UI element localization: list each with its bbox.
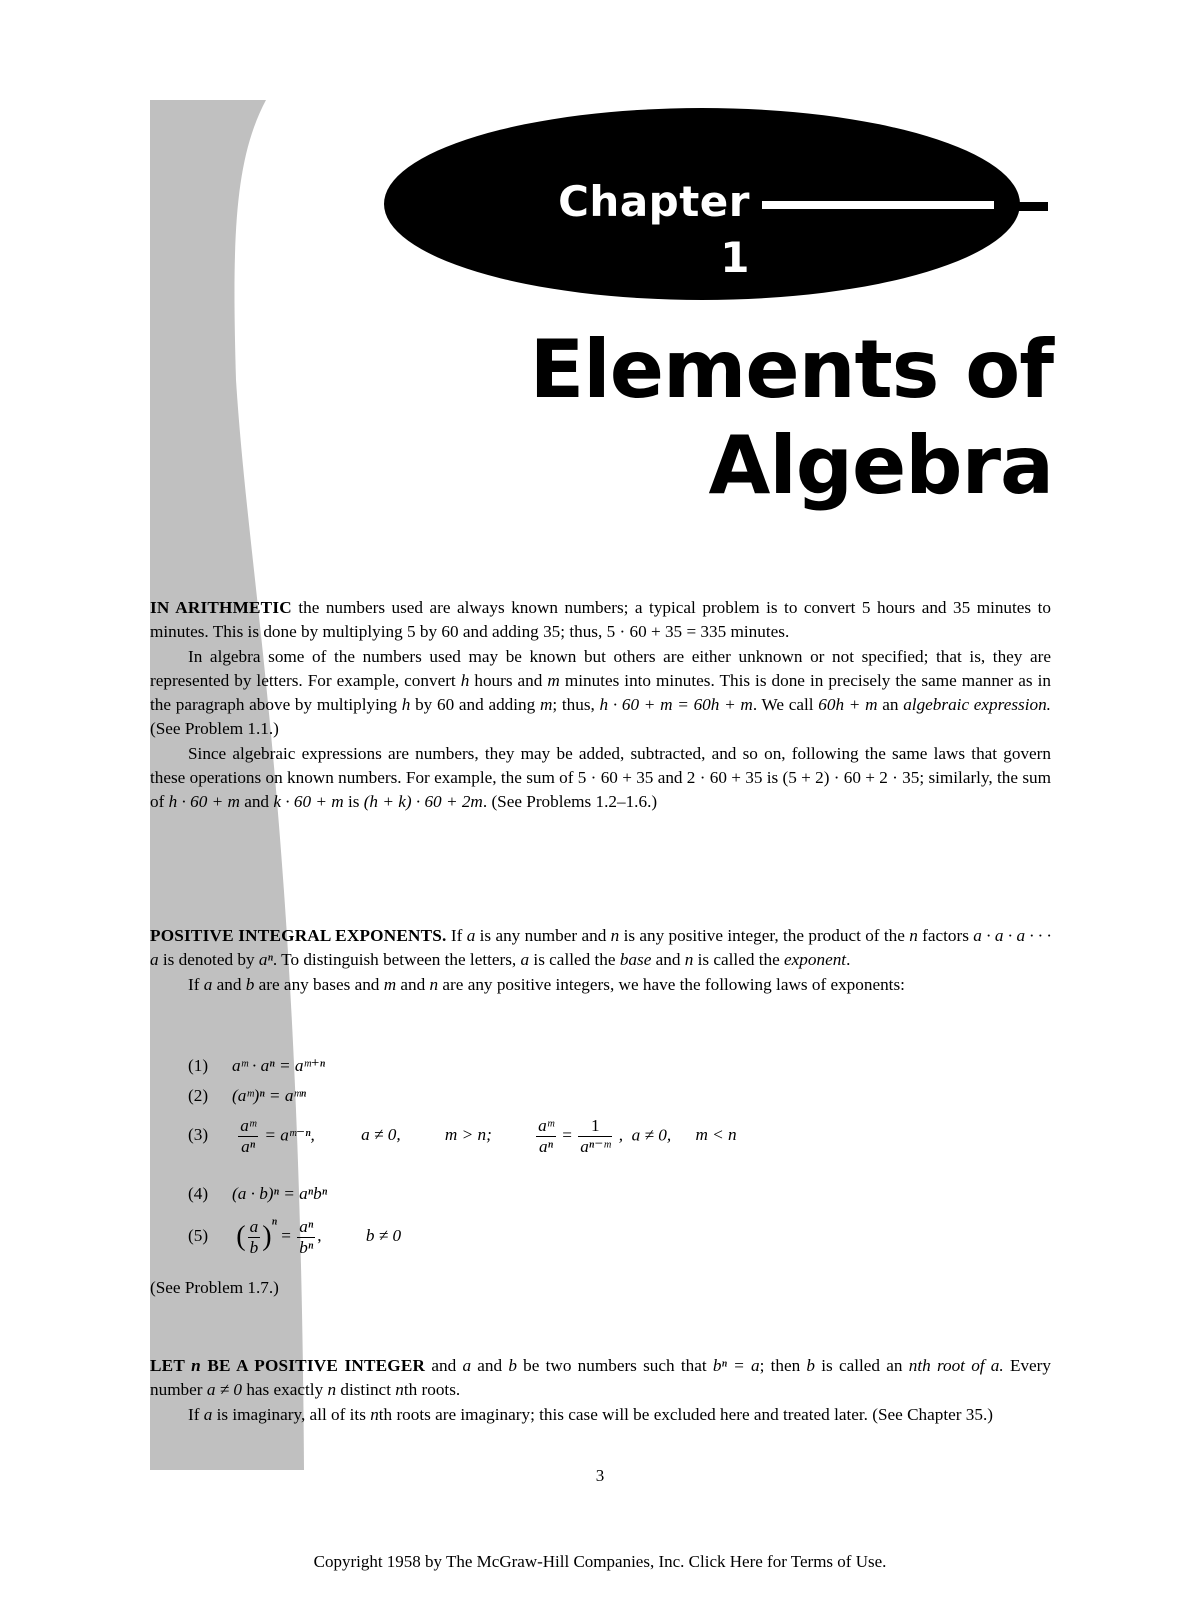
var-m: m [383, 974, 397, 994]
numerator: aⁿ [299, 1216, 314, 1236]
paragraph-algebra [150, 645, 1051, 742]
chapter-rule-white [762, 201, 994, 209]
text: and [425, 1356, 463, 1375]
text: is called an [815, 1356, 909, 1375]
var-h: h [460, 670, 470, 690]
law-expression: (aᵐ)ⁿ = aᵐⁿ [232, 1086, 306, 1105]
law-number: (1) [188, 1056, 209, 1075]
text: minutes into minutes. This is done in precisely the same manner as in the paragraph above by multiplying [150, 670, 1052, 715]
text: are any positive integers, we have the following laws of exponents: [438, 974, 905, 994]
law-number: (3) [188, 1125, 209, 1145]
equation: bⁿ = a [712, 1356, 760, 1375]
text: and [212, 974, 246, 994]
text: th roots. [403, 1380, 461, 1400]
condition: m < n [695, 1125, 737, 1145]
var-a: a [466, 926, 476, 945]
cross-reference: . (See Problems 1.2–1.6.) [482, 792, 658, 812]
text: Every number [150, 1356, 1051, 1400]
text: hours and [469, 670, 548, 690]
chapter-title: Elements of Algebra [529, 323, 1053, 512]
term-root: root of a. [936, 1356, 1004, 1375]
text: is [343, 792, 364, 812]
denominator: bⁿ [299, 1237, 314, 1257]
text: has exactly [242, 1380, 328, 1400]
comma: , [317, 1226, 322, 1245]
var-a: a [520, 950, 530, 970]
law-expression: (a · b)ⁿ = aⁿbⁿ [232, 1184, 328, 1203]
section-heading: POSITIVE INTEGRAL EXPONENTS. [150, 926, 447, 945]
var-n: n [684, 950, 694, 970]
terms-text: for Terms of Use. [767, 1552, 887, 1571]
text: ; thus, [552, 695, 600, 715]
text: Since algebraic expressions are numbers, they may be added, subtracted, and so on, following the same laws that govern these operations on known numbers. For example, the sum of 5 · 60 + 35 and 2 · 60 + 35 is (5 + 2) · 60 + 2 · 35; similarly, the sum of [150, 743, 1051, 812]
fraction [578, 1116, 612, 1157]
var-m: m [539, 695, 553, 715]
var-n: n [370, 1404, 379, 1424]
var-a: a [203, 1404, 213, 1424]
text: are any bases and [254, 974, 384, 994]
text: th roots are imaginary; this case will be excluded here and treated later. (See Chapter 35.) [378, 1404, 993, 1424]
law-expression: aᵐ · aⁿ = aᵐ⁺ⁿ [232, 1056, 326, 1075]
paragraph-laws-intro [150, 973, 1051, 997]
text: is called the [529, 950, 620, 970]
expression: k · 60 + m [273, 792, 344, 812]
click-text: Click [688, 1552, 726, 1571]
lead-in: BE A POSITIVE INTEGER [200, 1356, 426, 1375]
right-paren: ) [262, 1221, 272, 1253]
var-a: a [462, 1356, 472, 1375]
text: If [188, 1404, 204, 1424]
numerator: a [249, 1216, 259, 1236]
text: . To distinguish between the letters, [272, 950, 521, 970]
cross-reference: (See Problem 1.1.) [150, 719, 279, 739]
denominator: b [249, 1237, 259, 1257]
denominator: aⁿ⁻ᵐ [580, 1137, 611, 1156]
var-n: n [191, 1356, 201, 1375]
text: . We call [752, 695, 819, 715]
law-number: (4) [188, 1184, 209, 1203]
var-n: n [327, 1380, 337, 1400]
law-expression: = aᵐ⁻ⁿ, [264, 1125, 315, 1145]
paragraph-roots-imaginary [150, 1403, 1051, 1427]
term-exponent: exponent [784, 950, 847, 970]
section-arithmetic [150, 596, 1051, 815]
text: If [446, 926, 467, 945]
text: and [396, 974, 430, 994]
condition: a ≠ 0, [361, 1125, 401, 1145]
law-3 [188, 1116, 737, 1156]
paragraph-roots-def [150, 1354, 1051, 1403]
var-n: n [909, 926, 918, 945]
text: and [471, 1356, 509, 1375]
text: is called the [693, 950, 785, 970]
var-b: b [245, 974, 255, 994]
expression: 60h + m [818, 695, 878, 715]
expression: h · 60 + m [168, 792, 240, 812]
chapter-label: Chapter 1 [558, 177, 750, 282]
condition: m > n; [444, 1125, 492, 1145]
copyright-footer [0, 1552, 1200, 1572]
text: is denoted by [158, 950, 259, 970]
var-n: n [908, 1356, 918, 1375]
text: factors [917, 926, 974, 945]
power: aⁿ [258, 950, 273, 970]
left-paren: ( [236, 1221, 246, 1253]
numerator: aᵐ [538, 1116, 554, 1135]
expression: (h + k) · 60 + 2m [363, 792, 483, 812]
var-h: h [401, 695, 411, 715]
law-5 [188, 1214, 402, 1257]
var-b: b [806, 1356, 816, 1375]
var-n: n [610, 926, 620, 945]
power-n: ⁿ [271, 1214, 277, 1233]
section-exponents [150, 924, 1051, 997]
numerator: 1 [578, 1116, 612, 1137]
term: th [917, 1356, 937, 1375]
text: . [846, 950, 851, 970]
text: and [651, 950, 685, 970]
fraction [248, 1217, 261, 1258]
law-number: (2) [188, 1086, 209, 1105]
lead-in: IN ARITHMETIC [150, 598, 292, 617]
equation: h · 60 + m = 60h + m [599, 695, 753, 715]
paragraph-exponents-def [150, 924, 1051, 973]
text: and [239, 792, 274, 812]
paragraph-operations [150, 742, 1051, 815]
condition: b ≠ 0 [365, 1226, 402, 1245]
fraction [536, 1116, 556, 1157]
var-a: a [203, 974, 213, 994]
cross-reference: (See Problem 1.7.) [150, 1278, 279, 1297]
fraction [297, 1217, 315, 1258]
var-m: m [547, 670, 560, 690]
denominator: aⁿ [241, 1137, 256, 1156]
var-n: n [429, 974, 439, 994]
equals-sign: = [281, 1226, 291, 1245]
text: by 60 and adding [410, 695, 540, 715]
lead-in: LET [150, 1356, 192, 1375]
text: ; then [759, 1356, 807, 1375]
numerator: aᵐ [240, 1116, 257, 1135]
text: the numbers used are always known numbers; a typical problem is to convert 5 hours and 35 minutes to minutes. This is done by multiplying 5 by 60 and adding 35; thus, 5 · 60 + 35 = 335 minutes. [150, 598, 1051, 642]
terms-of-use-link[interactable]: Here [729, 1552, 763, 1571]
fraction [238, 1116, 258, 1157]
text: is any number and [475, 926, 611, 945]
text: be two numbers such that [516, 1356, 713, 1375]
chapter-rule-black [994, 202, 1048, 211]
text: If [188, 974, 204, 994]
text: an [877, 695, 904, 715]
denominator: aⁿ [539, 1137, 554, 1156]
page-number: 3 [595, 1466, 605, 1485]
text: is any positive integer, the product of the [619, 926, 910, 945]
paragraph-arithmetic [150, 596, 1051, 645]
text: is imaginary, all of its [212, 1404, 371, 1424]
text: distinct [336, 1380, 396, 1400]
inequality: a ≠ 0 [206, 1380, 243, 1400]
var-b: b [508, 1356, 517, 1375]
condition: , a ≠ 0, [618, 1125, 672, 1145]
text: In algebra some of the numbers used may be known but others are either unknown or not specified; that is, they are represented by letters. For example, convert [150, 646, 1051, 690]
section-roots [150, 1354, 1051, 1427]
copyright-text: Copyright 1958 by The McGraw-Hill Companies, Inc. [313, 1552, 685, 1571]
var-n: n [395, 1380, 404, 1400]
product: a · a · a · · · a [150, 926, 1052, 970]
term-base: base [619, 950, 652, 970]
law-number: (5) [188, 1226, 209, 1245]
term-algebraic-expression: algebraic expression. [903, 695, 1051, 715]
equals-sign: = [562, 1125, 572, 1145]
